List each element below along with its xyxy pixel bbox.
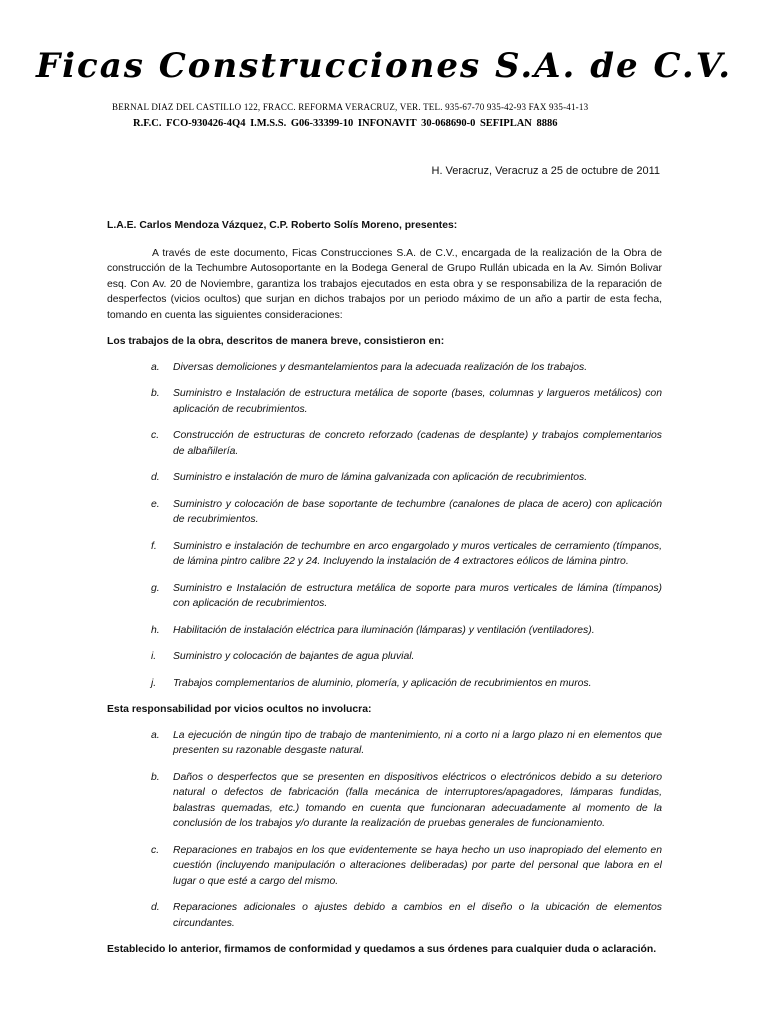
- list-item-text: Suministro y colocación de bajantes de agua pluvial.: [173, 651, 415, 662]
- list-item: [107, 428, 662, 459]
- list-item-letter: g.: [151, 582, 160, 594]
- works-heading: Los trabajos de la obra, descritos de manera breve, consistieron en:: [107, 336, 445, 347]
- list-item-letter: h.: [151, 624, 160, 636]
- company-name: Ficas Construcciones S.A. de C.V.: [35, 46, 733, 86]
- list-item: [107, 728, 662, 759]
- list-item-letter: a.: [151, 729, 160, 741]
- list-item: [107, 386, 662, 417]
- list-item-text: Suministro e instalación de techumbre en arco engargolado y muros verticales de cerramiento (tímpanos, de lámina pintro calibre 22 y 24. Incluyendo la instalación de 4 extractores eólicos de lámina pintro.: [173, 540, 662, 567]
- list-item-letter: j.: [151, 677, 157, 689]
- exclusions-list: [107, 728, 662, 932]
- list-item: [107, 676, 662, 692]
- letter-date: H. Veracruz, Veracruz a 25 de octubre de 2011: [431, 165, 660, 177]
- list-item: [107, 470, 662, 486]
- exclusions-heading: Esta responsabilidad por vicios ocultos no involucra:: [107, 704, 372, 715]
- list-item: [107, 649, 662, 665]
- list-item: [107, 623, 662, 639]
- list-item: [107, 900, 662, 931]
- list-item-letter: c.: [151, 844, 160, 856]
- list-item-letter: d.: [151, 472, 160, 483]
- letter-body: [107, 218, 662, 958]
- list-item-letter: i.: [151, 651, 157, 662]
- list-item-text: Construcción de estructuras de concreto reforzado (cadenas de desplante) y trabajos complementarios de albañilería.: [173, 430, 662, 457]
- list-item: [107, 770, 662, 832]
- list-item-text: Reparaciones en trabajos en los que evidentemente se haya hecho un uso inapropiado del elemento en cuestión (incluyendo manipulación o alteraciones deliberadas) por parte del personal que labora en el lugar o que esté a cargo del mismo.: [173, 844, 662, 887]
- company-address: BERNAL DIAZ DEL CASTILLO 122, FRACC. REFORMA VERACRUZ, VER. TEL. 935-67-70 935-42-93 FAX 935-41-13: [112, 102, 589, 112]
- list-item-text: Daños o desperfectos que se presenten en dispositivos eléctricos o electrónicos debido a su deterioro natural o defectos de fabricación (falla mecánica de interruptores/apagadores, lámparas fundidas, balastras quemadas, etc.) tomando en cuenta que funcionaran adecuadamente al momento de la conclusión de los trabajos y/o durante la realización de pruebas generales de funcionamiento.: [173, 771, 662, 829]
- closing-paragraph: Establecido lo anterior, firmamos de conformidad y quedamos a sus órdenes para cualquier duda o aclaración.: [107, 944, 657, 955]
- greeting: L.A.E. Carlos Mendoza Vázquez, C.P. Roberto Solís Moreno, presentes:: [107, 220, 458, 231]
- list-item-text: La ejecución de ningún tipo de trabajo de mantenimiento, ni a corto ni a largo plazo ni en elementos que presenten su razonable desgaste natural.: [173, 729, 662, 756]
- list-item-letter: d.: [151, 902, 160, 913]
- list-item-letter: a.: [151, 361, 160, 373]
- list-item: [107, 581, 662, 612]
- list-item-letter: b.: [151, 388, 160, 399]
- intro-paragraph: A través de este documento, Ficas Construcciones S.A. de C.V., encargada de la realización de la Obra de construcción de la Techumbre Autosoportante en la Bodega General de Grupo Rullán ubicada en la Av. Simón Bolivar esq. Con Av. 20 de Noviembre, garantiza los trabajos ejecutados en esta obra y se responsabiliza de la reparación de desperfectos (vicios ocultos) que surjan en dichos trabajos por un periodo máximo de un año a partir de esta fecha, tomando en cuenta las siguientes consideraciones:: [107, 247, 662, 321]
- list-item-text: Suministro e instalación de muro de lámina galvanizada con aplicación de recubrimientos.: [173, 472, 588, 483]
- list-item-letter: c.: [151, 430, 160, 441]
- list-item-letter: f.: [151, 540, 157, 552]
- list-item: [107, 360, 662, 376]
- list-item: [107, 843, 662, 890]
- list-item: [107, 497, 662, 528]
- list-item-text: Habilitación de instalación eléctrica para iluminación (lámparas) y ventilación (ventiladores).: [173, 624, 595, 636]
- list-item-text: Trabajos complementarios de aluminio, plomería, y aplicación de recubrimientos en muros.: [173, 677, 592, 689]
- list-item-letter: e.: [151, 498, 160, 510]
- list-item-text: Suministro y colocación de base soportante de techumbre (canalones de placa de acero) con aplicación de recubrimientos.: [173, 498, 662, 525]
- list-item-text: Diversas demoliciones y desmantelamientos para la adecuada realización de los trabajos.: [173, 361, 588, 373]
- company-registry: R.F.C. FCO-930426-4Q4 I.M.S.S. G06-33399-10 INFONAVIT 30-068690-0 SEFIPLAN 8886: [133, 118, 558, 129]
- list-item-text: Suministro e Instalación de estructura metálica de soporte para muros verticales de lámina (tímpanos) con aplicación de recubrimientos.: [173, 582, 662, 609]
- list-item-text: Suministro e Instalación de estructura metálica de soporte (bases, columnas y largueros metálicos) con aplicación de recubrimientos.: [173, 388, 662, 415]
- list-item: [107, 539, 662, 570]
- works-list: [107, 360, 662, 692]
- list-item-text: Reparaciones adicionales o ajustes debido a cambios en el diseño o la ubicación de elementos circundantes.: [173, 902, 662, 929]
- list-item-letter: b.: [151, 771, 160, 783]
